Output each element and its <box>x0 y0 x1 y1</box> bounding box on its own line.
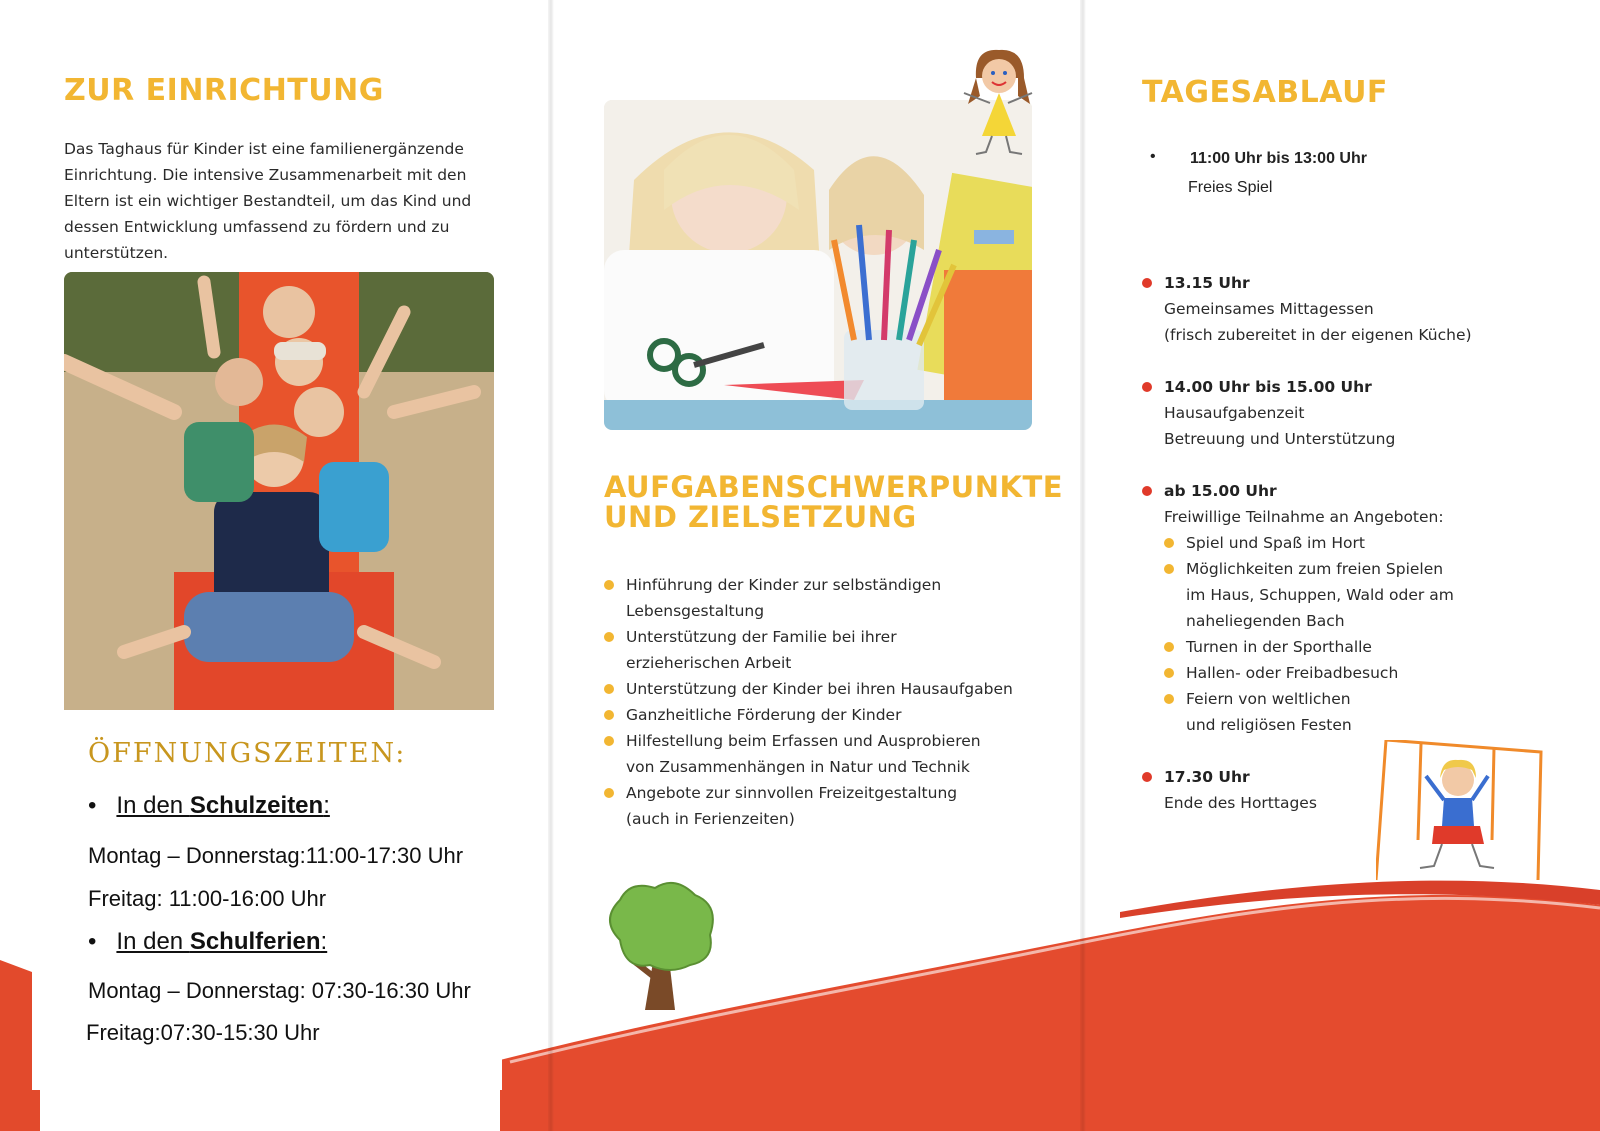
schedule-time: 17.30 Uhr <box>1164 768 1250 786</box>
schedule-time: 14.00 Uhr bis 15.00 Uhr <box>1164 378 1372 396</box>
bullet-icon: • <box>88 792 97 819</box>
bullet-dot-icon <box>1164 538 1174 548</box>
girl-doodle-icon <box>954 48 1044 158</box>
children-photo-illustration <box>64 272 494 722</box>
schedule-desc: (frisch zubereitet in der eigenen Küche) <box>1164 326 1472 344</box>
list-item <box>604 572 1064 624</box>
list-item <box>1164 686 1582 738</box>
bullet-dot-icon <box>604 580 614 590</box>
list-item <box>1164 530 1582 556</box>
bullet-dot-icon <box>1142 772 1152 782</box>
school-mon-thu: Montag – Donnerstag:11:00-17:30 Uhr <box>88 843 464 868</box>
heading-aufgaben <box>604 472 1063 532</box>
bullet-icon: • <box>88 928 97 955</box>
schedule-time: 13.15 Uhr <box>1164 274 1250 292</box>
bullet-dot-icon <box>604 684 614 694</box>
offer-line: Feiern von weltlichen <box>1186 690 1351 708</box>
intro-text: Das Taghaus für Kinder ist eine familienergänzende Einrichtung. Die intensive Zusammenarbeit mit den Eltern ist ein wichtiger Bestandteil, um das Kind und dessen Entwicklung umfassend zu fördern und zu unterstützen. <box>64 140 472 262</box>
offer-line: naheliegenden Bach <box>1186 612 1345 630</box>
goal-line: Ganzheitliche Förderung der Kinder <box>626 706 902 724</box>
bullet-dot-icon <box>1164 694 1174 704</box>
holiday-prefix: In den <box>116 928 190 955</box>
goal-line: Unterstützung der Familie bei ihrer <box>626 628 897 646</box>
schedule-desc: Hausaufgabenzeit <box>1164 404 1305 422</box>
list-item <box>604 702 1064 728</box>
bullet-icon: • <box>1150 148 1156 165</box>
schedule-desc: Freiwillige Teilnahme an Angeboten: <box>1164 508 1444 526</box>
children-slide-photo <box>64 272 494 722</box>
holiday-suffix: : <box>320 928 328 955</box>
offer-line: Möglichkeiten zum freien Spielen <box>1186 560 1444 578</box>
middle-panel <box>554 0 1080 1131</box>
schedule-item <box>1142 478 1582 738</box>
goal-line: Angebote zur sinnvollen Freizeitgestaltung <box>626 784 958 802</box>
bullet-dot-icon <box>604 788 614 798</box>
schedule-desc: Ende des Horttages <box>1164 794 1317 812</box>
holiday-mon-thu: Montag – Donnerstag: 07:30-16:30 Uhr <box>88 978 471 1003</box>
offer-line: und religiösen Festen <box>1186 716 1352 734</box>
bullet-dot-icon <box>604 736 614 746</box>
offer-line: im Haus, Schuppen, Wald oder am <box>1186 586 1454 604</box>
bullet-dot-icon <box>1142 486 1152 496</box>
schedule-desc: Freies Spiel <box>1188 179 1273 196</box>
offer-line: Hallen- oder Freibadbesuch <box>1186 664 1399 682</box>
right-panel <box>1086 0 1600 1131</box>
bullet-dot-icon <box>1164 642 1174 652</box>
offers-list <box>1164 530 1582 738</box>
schedule-desc: Gemeinsames Mittagessen <box>1164 300 1374 318</box>
list-item <box>604 728 1064 780</box>
bullet-dot-icon <box>1142 382 1152 392</box>
heading-zur-einrichtung: ZUR EINRICHTUNG <box>64 73 384 108</box>
goal-line: Unterstützung der Kinder bei ihren Hausaufgaben <box>626 680 1013 698</box>
list-item <box>604 624 1064 676</box>
goal-line: Hilfestellung beim Erfassen und Ausprobieren <box>626 732 981 750</box>
holiday-bold: Schulferien <box>189 928 321 955</box>
goal-line: von Zusammenhängen in Natur und Technik <box>626 758 970 776</box>
list-item <box>1164 660 1582 686</box>
school-fri: Freitag: 11:00-16:00 Uhr <box>88 886 327 911</box>
list-item <box>1164 634 1582 660</box>
schedule-item <box>1142 374 1582 452</box>
left-panel <box>0 0 548 1131</box>
bullet-dot-icon <box>1164 668 1174 678</box>
goal-line: (auch in Ferienzeiten) <box>626 810 795 828</box>
heading-tagesablauf: TAGESABLAUF <box>1142 75 1388 110</box>
bullet-dot-icon <box>604 632 614 642</box>
school-suffix: : <box>323 792 330 819</box>
schedule-desc: Betreuung und Unterstützung <box>1164 430 1396 448</box>
schedule-time: ab 15.00 Uhr <box>1164 482 1277 500</box>
school-prefix: In den <box>116 792 190 819</box>
goal-line: erzieherischen Arbeit <box>626 654 792 672</box>
school-bold: Schulzeiten <box>189 792 324 819</box>
offer-line: Turnen in der Sporthalle <box>1186 638 1372 656</box>
list-item <box>604 676 1064 702</box>
opening-hours-title: ÖFFNUNGSZEITEN: <box>88 738 407 769</box>
goal-line: Lebensgestaltung <box>626 602 765 620</box>
bullet-dot-icon <box>1142 278 1152 288</box>
schedule-item <box>1142 270 1582 348</box>
bullet-dot-icon <box>604 710 614 720</box>
offer-line: Spiel und Spaß im Hort <box>1186 534 1365 552</box>
list-item <box>1164 556 1582 634</box>
list-item <box>604 780 1064 832</box>
holiday-times-heading <box>88 928 327 956</box>
heading-aufgaben-line1: AUFGABENSCHWERPUNKTE <box>604 470 1064 504</box>
goal-line: Hinführung der Kinder zur selbständigen <box>626 576 942 594</box>
bullet-dot-icon <box>1164 564 1174 574</box>
tree-doodle-icon <box>600 880 720 1020</box>
schedule-first <box>1142 148 1572 206</box>
boy-window-doodle-icon <box>1376 740 1556 890</box>
heading-aufgaben-line2: UND ZIELSETZUNG <box>604 500 917 534</box>
school-times-heading <box>88 792 330 820</box>
goals-list <box>604 572 1064 832</box>
schedule-time: 11:00 Uhr bis 13:00 Uhr <box>1190 150 1367 167</box>
holiday-fri: Freitag:07:30-15:30 Uhr <box>86 1020 320 1045</box>
